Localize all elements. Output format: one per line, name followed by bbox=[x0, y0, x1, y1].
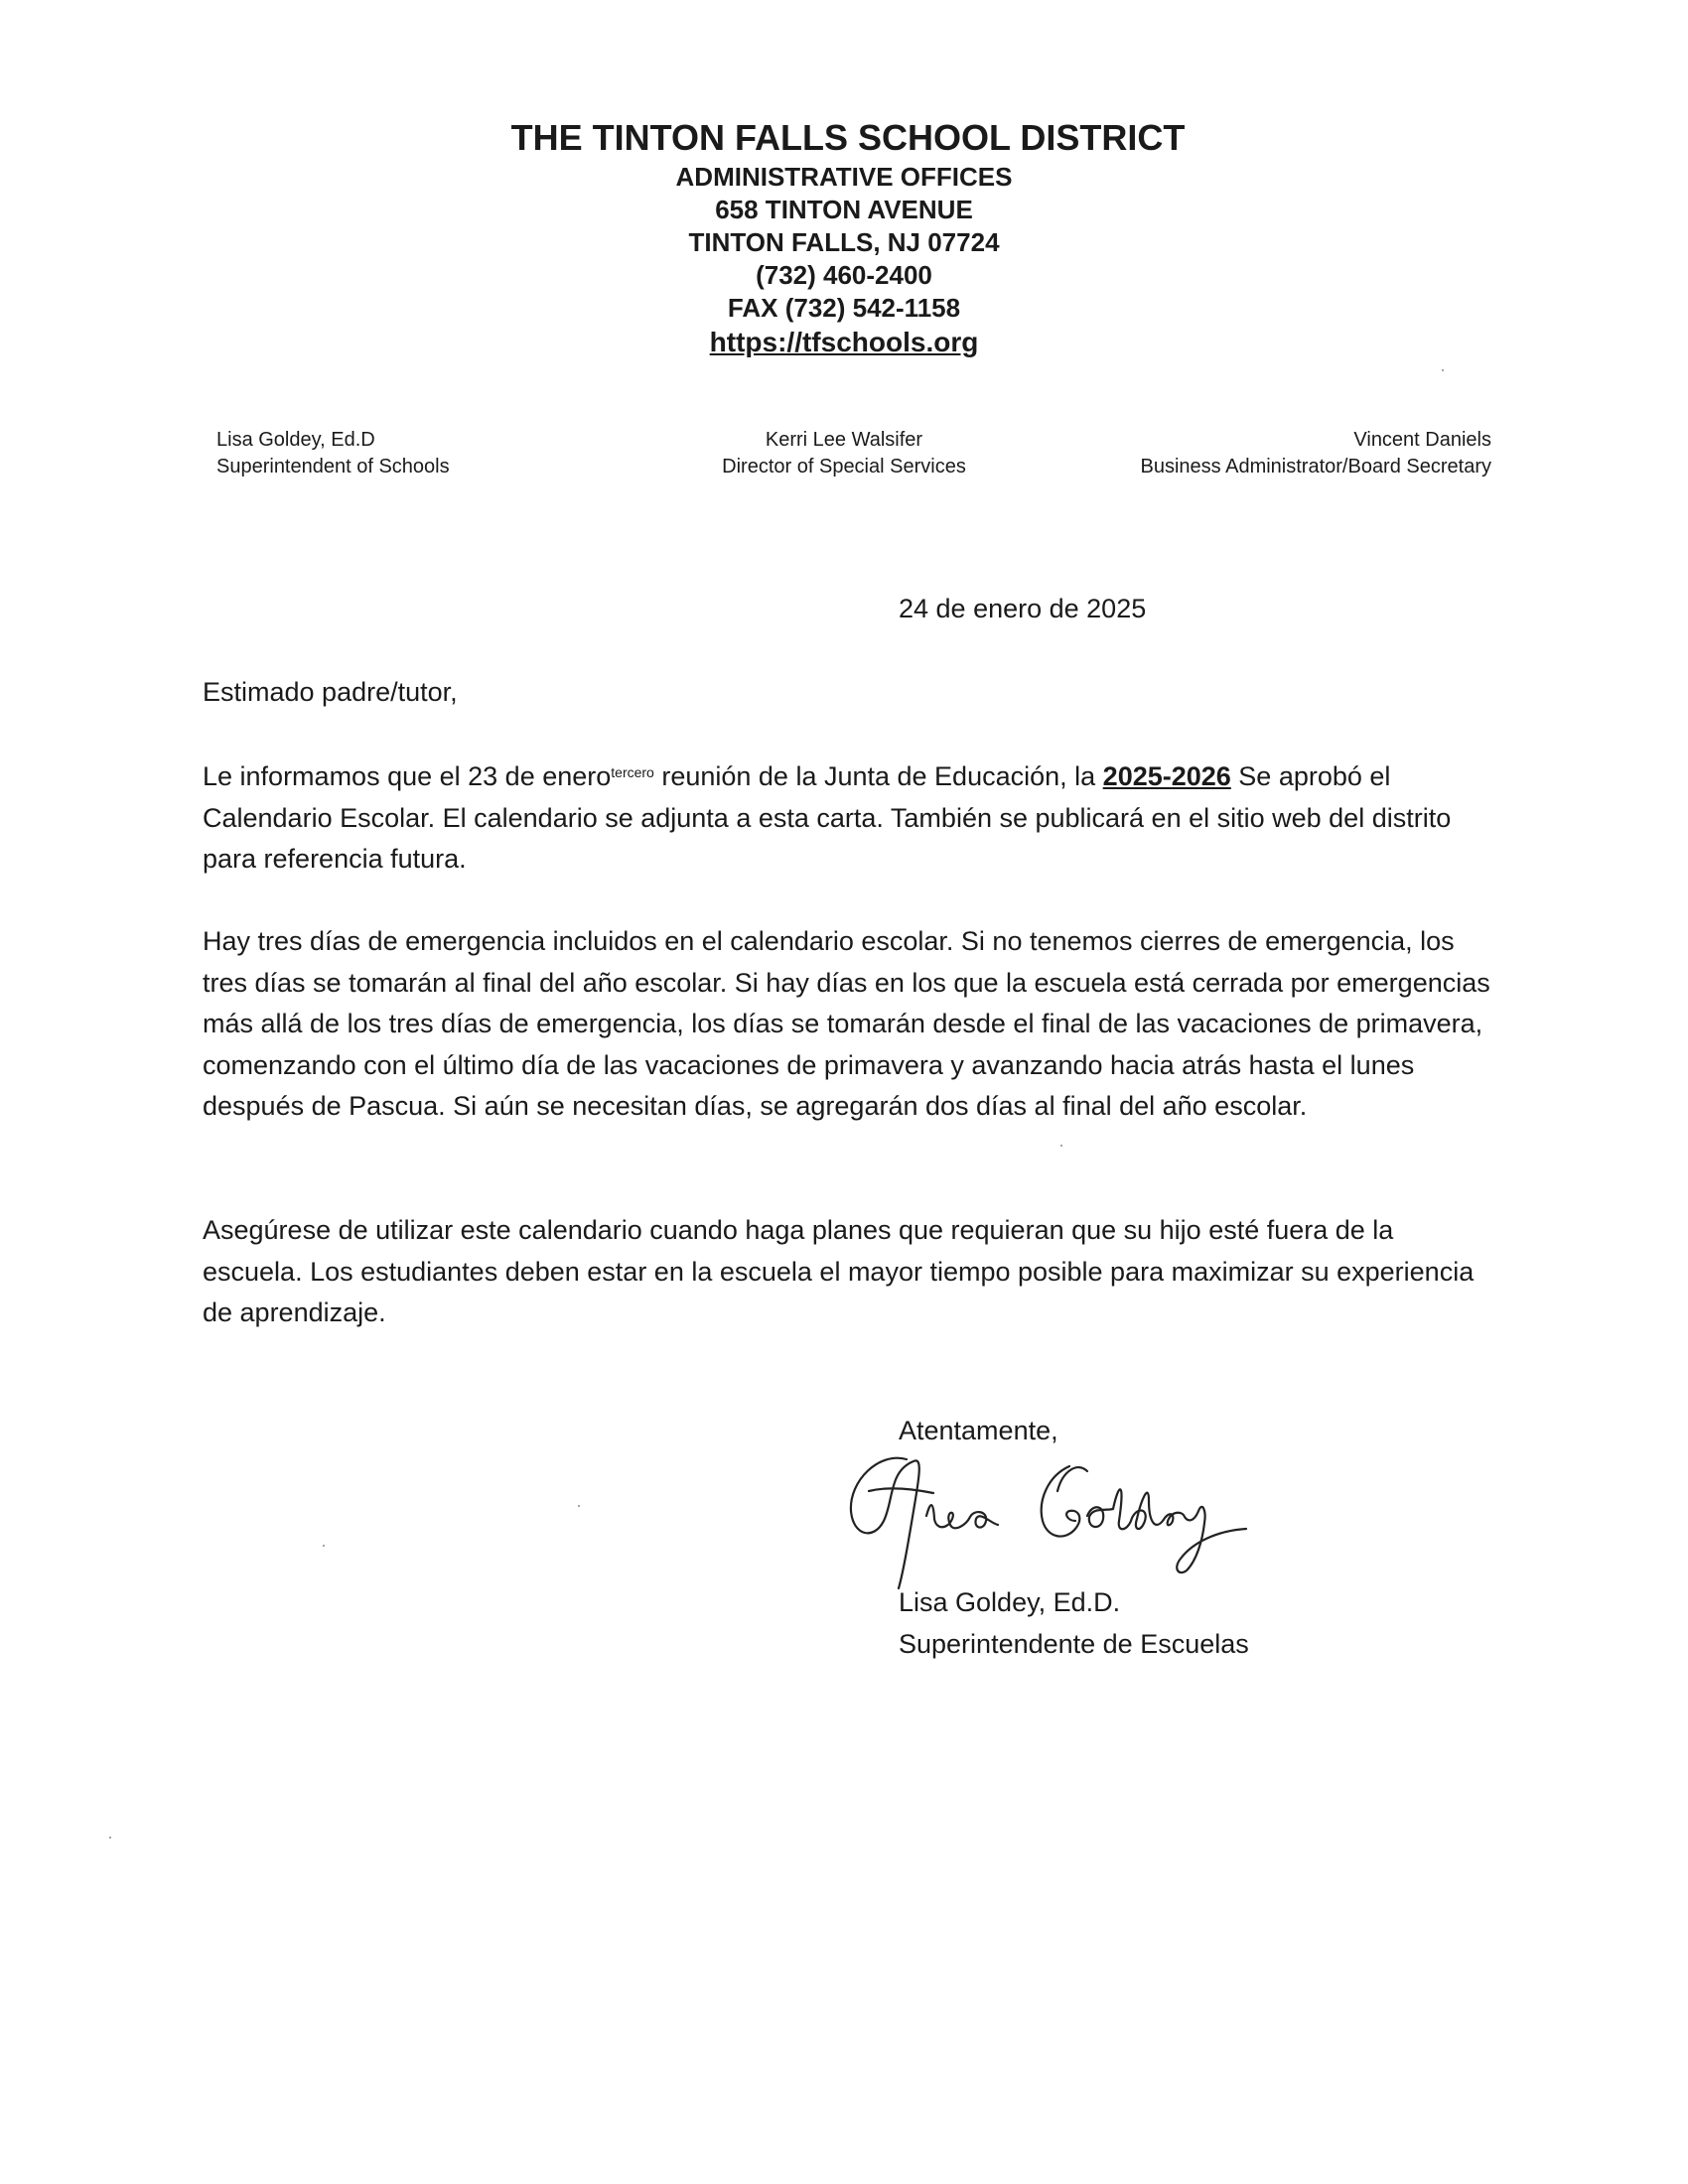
website-link: https://tfschools.org bbox=[709, 327, 979, 357]
staff-name: Lisa Goldey, Ed.D bbox=[216, 429, 375, 451]
handwritten-signature bbox=[839, 1441, 1296, 1590]
paragraph-text: Le informamos que el 23 de enero bbox=[203, 761, 612, 791]
staff-special-services bbox=[705, 427, 983, 480]
letter-date: 24 de enero de 2025 bbox=[899, 594, 1147, 623]
scan-speck bbox=[1060, 1145, 1062, 1147]
signer-block bbox=[899, 1581, 1249, 1665]
letter-greeting: Estimado padre/tutor, bbox=[203, 677, 458, 707]
letter-closing: Atentamente, bbox=[899, 1416, 1058, 1445]
district-name: THE TINTON FALLS SCHOOL DISTRICT bbox=[510, 117, 1186, 158]
street-address: 658 TINTON AVENUE bbox=[715, 195, 973, 224]
signer-title: Superintendente de Escuelas bbox=[899, 1629, 1249, 1659]
paragraph-use-calendar: Asegúrese de utilizar este calendario cuando haga planes que requieran que su hijo esté fuera de la escuela. Los estudiantes deben estar en la escuela el mayor tiempo posible para maximizar su experiencia de aprendizaje. bbox=[203, 1215, 1475, 1327]
school-year: 2025-2026 bbox=[1102, 761, 1231, 791]
paragraph-calendar-approval bbox=[203, 756, 1493, 881]
signer-name: Lisa Goldey, Ed.D. bbox=[899, 1587, 1121, 1617]
fax-number: FAX (732) 542-1158 bbox=[727, 293, 961, 323]
scan-speck bbox=[578, 1505, 580, 1507]
staff-name: Kerri Lee Walsifer bbox=[765, 429, 923, 451]
ordinal-superscript: tercero bbox=[611, 764, 654, 780]
scan-speck bbox=[323, 1545, 325, 1547]
staff-title: Director of Special Services bbox=[722, 456, 966, 478]
staff-name: Vincent Daniels bbox=[1353, 429, 1491, 451]
city-state-zip: TINTON FALLS, NJ 07724 bbox=[688, 227, 1000, 257]
paragraph-text: Se aprobó el Calendario Escolar. El calendario se adjunta a esta carta. También se publicará en el sitio web del distrito para referencia futura. bbox=[203, 761, 1452, 874]
staff-title: Business Administrator/Board Secretary bbox=[1140, 456, 1491, 478]
staff-title: Superintendent of Schools bbox=[216, 456, 450, 478]
office-name: ADMINISTRATIVE OFFICES bbox=[675, 162, 1013, 192]
paragraph-text: reunión de la Junta de Educación, la bbox=[653, 761, 1103, 791]
staff-superintendent bbox=[216, 427, 450, 480]
scan-speck bbox=[109, 1837, 111, 1839]
scan-speck bbox=[1442, 369, 1444, 371]
staff-business-admin bbox=[1141, 427, 1492, 480]
paragraph-emergency-days: Hay tres días de emergencia incluidos en el calendario escolar. Si no tenemos cierres de emergencia, los tres días se tomarán al final del año escolar. Si hay días en los que la escuela está cerrada por emergencias más allá de los tres días de emergencia, los días se tomarán desde el final de las vacaciones de primavera, comenzando con el último día de las vacaciones de primavera y avanzando hacia atrás hasta el lunes después de Pascua. Si aún se necesitan días, se agregarán dos días al final del año escolar. bbox=[203, 926, 1490, 1121]
phone-number: (732) 460-2400 bbox=[756, 260, 932, 290]
letterhead bbox=[0, 115, 1688, 360]
